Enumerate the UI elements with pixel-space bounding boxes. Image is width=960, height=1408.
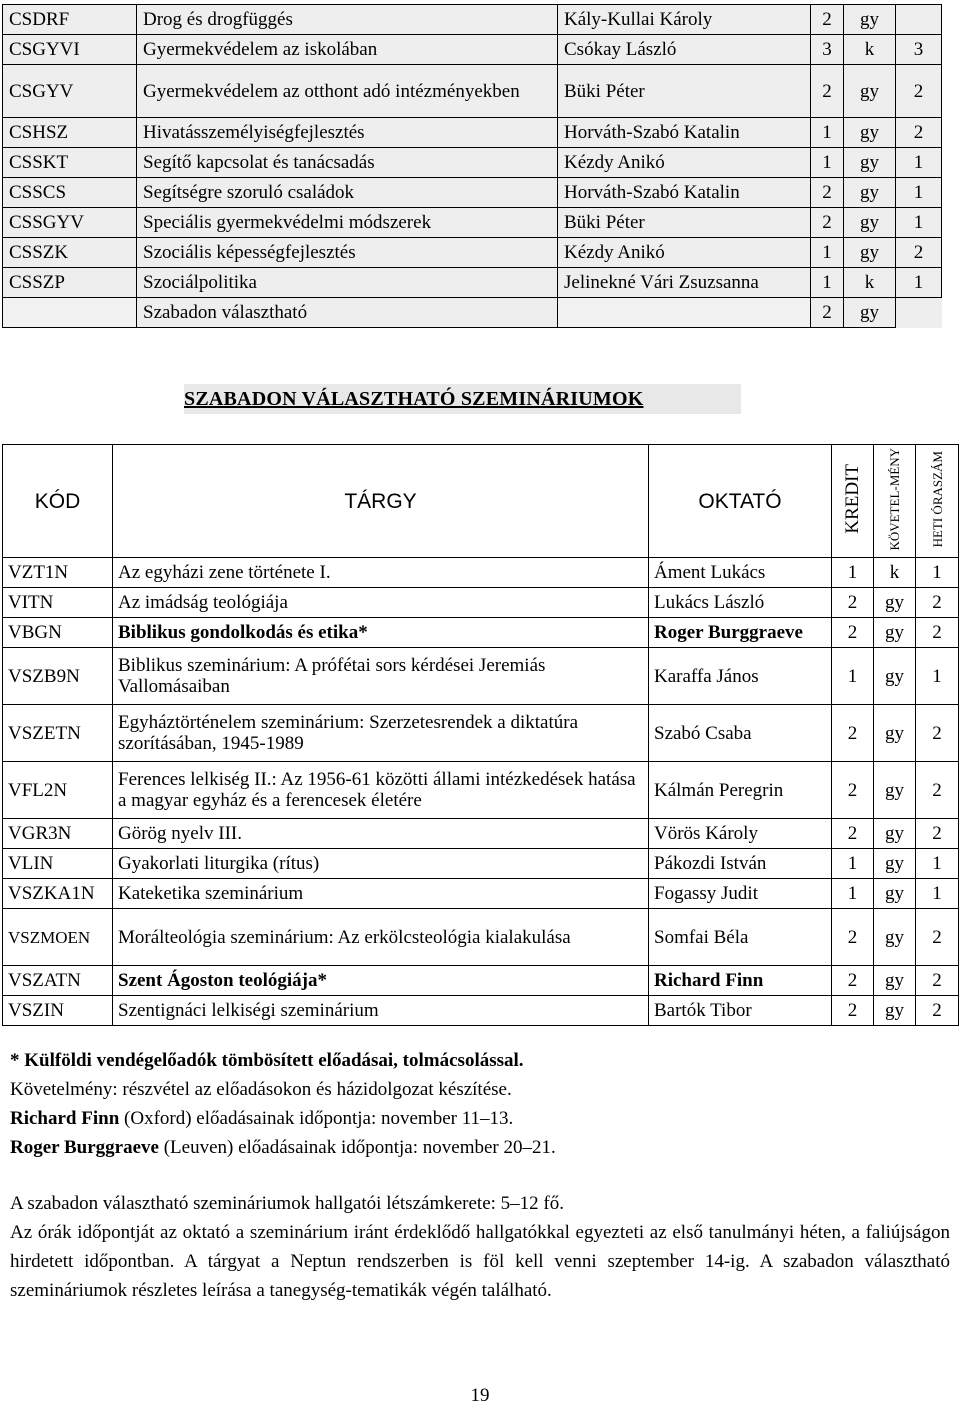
table-row [3, 909, 959, 966]
cell-hours: 1 [916, 879, 959, 909]
cell-code: CSSZK [3, 238, 137, 268]
cell-credit: 1 [811, 238, 844, 268]
cell-req: gy [874, 879, 916, 909]
note-finn-name: Richard Finn [10, 1108, 120, 1129]
cell-hours: 2 [916, 762, 959, 819]
cell-req: k [844, 268, 896, 298]
cell-subject: Szociálpolitika [137, 268, 558, 298]
page-number: 19 [470, 1385, 490, 1406]
cell-credit: 1 [832, 879, 874, 909]
header-subject: TÁRGY [113, 445, 649, 558]
cell-code [3, 298, 137, 328]
cell-req: gy [874, 648, 916, 705]
cell-subject: Drog és drogfüggés [137, 5, 558, 35]
table-row [3, 849, 959, 879]
table-row [3, 558, 959, 588]
cell-code: CSGYV [3, 65, 137, 118]
cell-code: VFL2N [3, 762, 113, 819]
cell-credit: 2 [832, 588, 874, 618]
cell-teacher: Roger Burggraeve [649, 618, 832, 648]
cell-hours: 2 [916, 618, 959, 648]
cell-subject: Szent Ágoston teológiája* [113, 966, 649, 996]
cell-req: gy [874, 705, 916, 762]
cell-teacher: Horváth-Szabó Katalin [558, 178, 811, 208]
cell-hours: 2 [916, 705, 959, 762]
cell-teacher: Kálmán Peregrin [649, 762, 832, 819]
cell-hours: 3 [896, 35, 942, 65]
cell-code: CSSGYV [3, 208, 137, 238]
cell-teacher: Büki Péter [558, 208, 811, 238]
cell-subject: Szabadon választható [137, 298, 558, 328]
cell-req: gy [844, 178, 896, 208]
cell-subject: Szociális képességfejlesztés [137, 238, 558, 268]
cell-hours: 1 [896, 208, 942, 238]
cell-code: CSHSZ [3, 118, 137, 148]
cell-code: VSZETN [3, 705, 113, 762]
cell-hours [896, 298, 942, 328]
note-burggraeve [10, 1133, 950, 1162]
cell-hours: 1 [896, 268, 942, 298]
cell-code: CSDRF [3, 5, 137, 35]
note-requirement: Követelmény: részvétel az előadásokon és házidolgozat készítése. [10, 1079, 512, 1100]
cell-code: VITN [3, 588, 113, 618]
table-row [3, 148, 942, 178]
header-teacher: OKTATÓ [649, 445, 832, 558]
cell-req: gy [844, 298, 896, 328]
cell-req: gy [874, 996, 916, 1026]
cell-subject: Ferences lelkiség II.: Az 1956-61 közötti állami intézkedések hatása a magyar egyház és a ferencesek életére [113, 762, 649, 819]
cell-credit: 1 [832, 648, 874, 705]
table-row [3, 5, 942, 35]
cell-credit: 3 [811, 35, 844, 65]
cell-req: gy [874, 588, 916, 618]
table-row [3, 268, 942, 298]
cell-credit: 2 [832, 966, 874, 996]
cell-teacher: Fogassy Judit [649, 879, 832, 909]
table-row [3, 996, 959, 1026]
notes-block [10, 1046, 950, 1305]
header-credit [832, 445, 874, 558]
cell-credit: 2 [832, 819, 874, 849]
cell-hours: 2 [916, 588, 959, 618]
cell-subject: Az imádság teológiája [113, 588, 649, 618]
cell-subject: Szentignáci lelkiségi szeminárium [113, 996, 649, 1026]
cell-hours: 2 [916, 996, 959, 1026]
cell-hours: 2 [896, 65, 942, 118]
cell-credit: 2 [832, 705, 874, 762]
cell-code: VSZB9N [3, 648, 113, 705]
table-row [3, 118, 942, 148]
note-scheduling: Az órák időpontját az oktató a szeminárium iránt érdeklődő hallgatókkal egyezteti az első tanulmányi héten, a faliújságon hirdetett időpontban. A tárgyat a Neptun rendszerben is föl kell venni szeptember 14-ig. A szabadon választható szemináriumok részletes leírása a tanegység-tematikák végén található. [10, 1222, 950, 1301]
cell-subject: Speciális gyermekvédelmi módszerek [137, 208, 558, 238]
cell-credit: 1 [832, 558, 874, 588]
header-hours-label: HETI ÓRASZÁM [929, 450, 945, 548]
table-row [3, 648, 959, 705]
cell-code: VZT1N [3, 558, 113, 588]
cell-subject: Biblikus gondolkodás és etika* [113, 618, 649, 648]
cell-req: gy [844, 65, 896, 118]
cell-credit: 1 [832, 849, 874, 879]
course-table-top [2, 4, 942, 328]
table-row [3, 35, 942, 65]
cell-teacher: Somfai Béla [649, 909, 832, 966]
cell-hours: 1 [916, 849, 959, 879]
cell-subject: Segítő kapcsolat és tanácsadás [137, 148, 558, 178]
table-row [3, 208, 942, 238]
cell-teacher [558, 298, 811, 328]
cell-subject: Biblikus szeminárium: A prófétai sors kérdései Jeremiás Vallomásaiban [113, 648, 649, 705]
cell-credit: 2 [811, 5, 844, 35]
cell-req: gy [874, 966, 916, 996]
cell-req: gy [844, 208, 896, 238]
note-capacity: A szabadon választható szemináriumok hallgatói létszámkerete: 5–12 fő. [10, 1193, 564, 1214]
cell-teacher: Karaffa János [649, 648, 832, 705]
table-header-row [3, 445, 959, 558]
table-row [3, 238, 942, 268]
note-burggraeve-name: Roger Burggraeve [10, 1137, 159, 1158]
cell-hours: 1 [916, 648, 959, 705]
cell-code: VSZATN [3, 966, 113, 996]
cell-credit: 1 [811, 118, 844, 148]
cell-req: gy [874, 849, 916, 879]
cell-teacher: Horváth-Szabó Katalin [558, 118, 811, 148]
cell-subject: Segítségre szoruló családok [137, 178, 558, 208]
cell-teacher: Büki Péter [558, 65, 811, 118]
section-heading: SZABADON VÁLASZTHATÓ SZEMINÁRIUMOK [184, 384, 741, 414]
cell-subject: Kateketika szeminárium [113, 879, 649, 909]
cell-credit: 2 [811, 298, 844, 328]
header-requirement-label: KÖVETEL-MÉNY [887, 447, 902, 551]
cell-code: VSZIN [3, 996, 113, 1026]
cell-req: gy [874, 819, 916, 849]
cell-code: CSSZP [3, 268, 137, 298]
cell-req: gy [874, 618, 916, 648]
table-row [3, 178, 942, 208]
cell-code: VLIN [3, 849, 113, 879]
cell-hours: 1 [916, 558, 959, 588]
note-finn-dates: (Oxford) előadásainak időpontja: november 11–13. [119, 1108, 514, 1129]
cell-subject: Gyermekvédelem az otthont adó intézményekben [137, 65, 558, 118]
cell-req: gy [874, 762, 916, 819]
cell-hours: 1 [896, 178, 942, 208]
cell-hours: 2 [916, 966, 959, 996]
cell-teacher: Kály-Kullai Károly [558, 5, 811, 35]
table-row [3, 966, 959, 996]
cell-teacher: Vörös Károly [649, 819, 832, 849]
cell-req: gy [844, 5, 896, 35]
table-row [3, 588, 959, 618]
cell-code: VBGN [3, 618, 113, 648]
cell-hours: 1 [896, 148, 942, 178]
cell-credit: 1 [811, 148, 844, 178]
header-hours [916, 445, 959, 558]
cell-subject: Görög nyelv III. [113, 819, 649, 849]
cell-credit: 2 [811, 178, 844, 208]
table-row [3, 762, 959, 819]
cell-hours: 2 [896, 118, 942, 148]
seminar-table [2, 444, 959, 1026]
cell-subject: Moráltеológia szeminárium: Az erkölcsteológia kialakulása [113, 909, 649, 966]
cell-req: gy [844, 118, 896, 148]
cell-credit: 2 [811, 208, 844, 238]
cell-code: VSZMOEN [3, 909, 113, 966]
cell-teacher: Áment Lukács [649, 558, 832, 588]
cell-credit: 2 [832, 618, 874, 648]
table-row [3, 618, 959, 648]
cell-code: VSZKA1N [3, 879, 113, 909]
cell-teacher: Kézdy Anikó [558, 238, 811, 268]
cell-credit: 2 [832, 996, 874, 1026]
cell-teacher: Jelinekné Vári Zsuzsanna [558, 268, 811, 298]
cell-req: k [844, 35, 896, 65]
header-code: KÓD [3, 445, 113, 558]
cell-teacher: Csókay László [558, 35, 811, 65]
cell-req: gy [844, 148, 896, 178]
cell-hours: 2 [896, 238, 942, 268]
cell-teacher: Lukács László [649, 588, 832, 618]
cell-teacher: Bartók Tibor [649, 996, 832, 1026]
cell-teacher: Kézdy Anikó [558, 148, 811, 178]
cell-teacher: Richard Finn [649, 966, 832, 996]
cell-hours: 2 [916, 909, 959, 966]
table-row [3, 879, 959, 909]
cell-credit: 2 [811, 65, 844, 118]
header-requirement [874, 445, 916, 558]
note-burggraeve-dates: (Leuven) előadásainak időpontja: november 20–21. [158, 1137, 556, 1158]
cell-code: VGR3N [3, 819, 113, 849]
cell-credit: 2 [832, 909, 874, 966]
cell-teacher: Szabó Csaba [649, 705, 832, 762]
note-guest-lectures: * Külföldi vendégelőadók tömbösített előadásai, tolmácsolással. [10, 1050, 524, 1071]
note-finn [10, 1104, 950, 1133]
cell-req: gy [844, 238, 896, 268]
cell-code: CSSCS [3, 178, 137, 208]
table-row [3, 705, 959, 762]
cell-subject: Az egyházi zene története I. [113, 558, 649, 588]
cell-hours: 2 [916, 819, 959, 849]
table-row [3, 819, 959, 849]
cell-subject: Hivatásszemélyiségfejlesztés [137, 118, 558, 148]
cell-credit: 1 [811, 268, 844, 298]
cell-code: CSSKT [3, 148, 137, 178]
table-row [3, 298, 942, 328]
cell-subject: Gyakorlati liturgika (rítus) [113, 849, 649, 879]
cell-credit: 2 [832, 762, 874, 819]
table-row [3, 65, 942, 118]
cell-hours [896, 5, 942, 35]
cell-req: k [874, 558, 916, 588]
cell-teacher: Pákozdi István [649, 849, 832, 879]
cell-subject: Gyermekvédelem az iskolában [137, 35, 558, 65]
cell-subject: Egyháztörténelem szeminárium: Szerzetesrendek a diktatúra szorításában, 1945-1989 [113, 705, 649, 762]
cell-code: CSGYVI [3, 35, 137, 65]
cell-req: gy [874, 909, 916, 966]
header-credit-label: KREDIT [842, 464, 863, 534]
